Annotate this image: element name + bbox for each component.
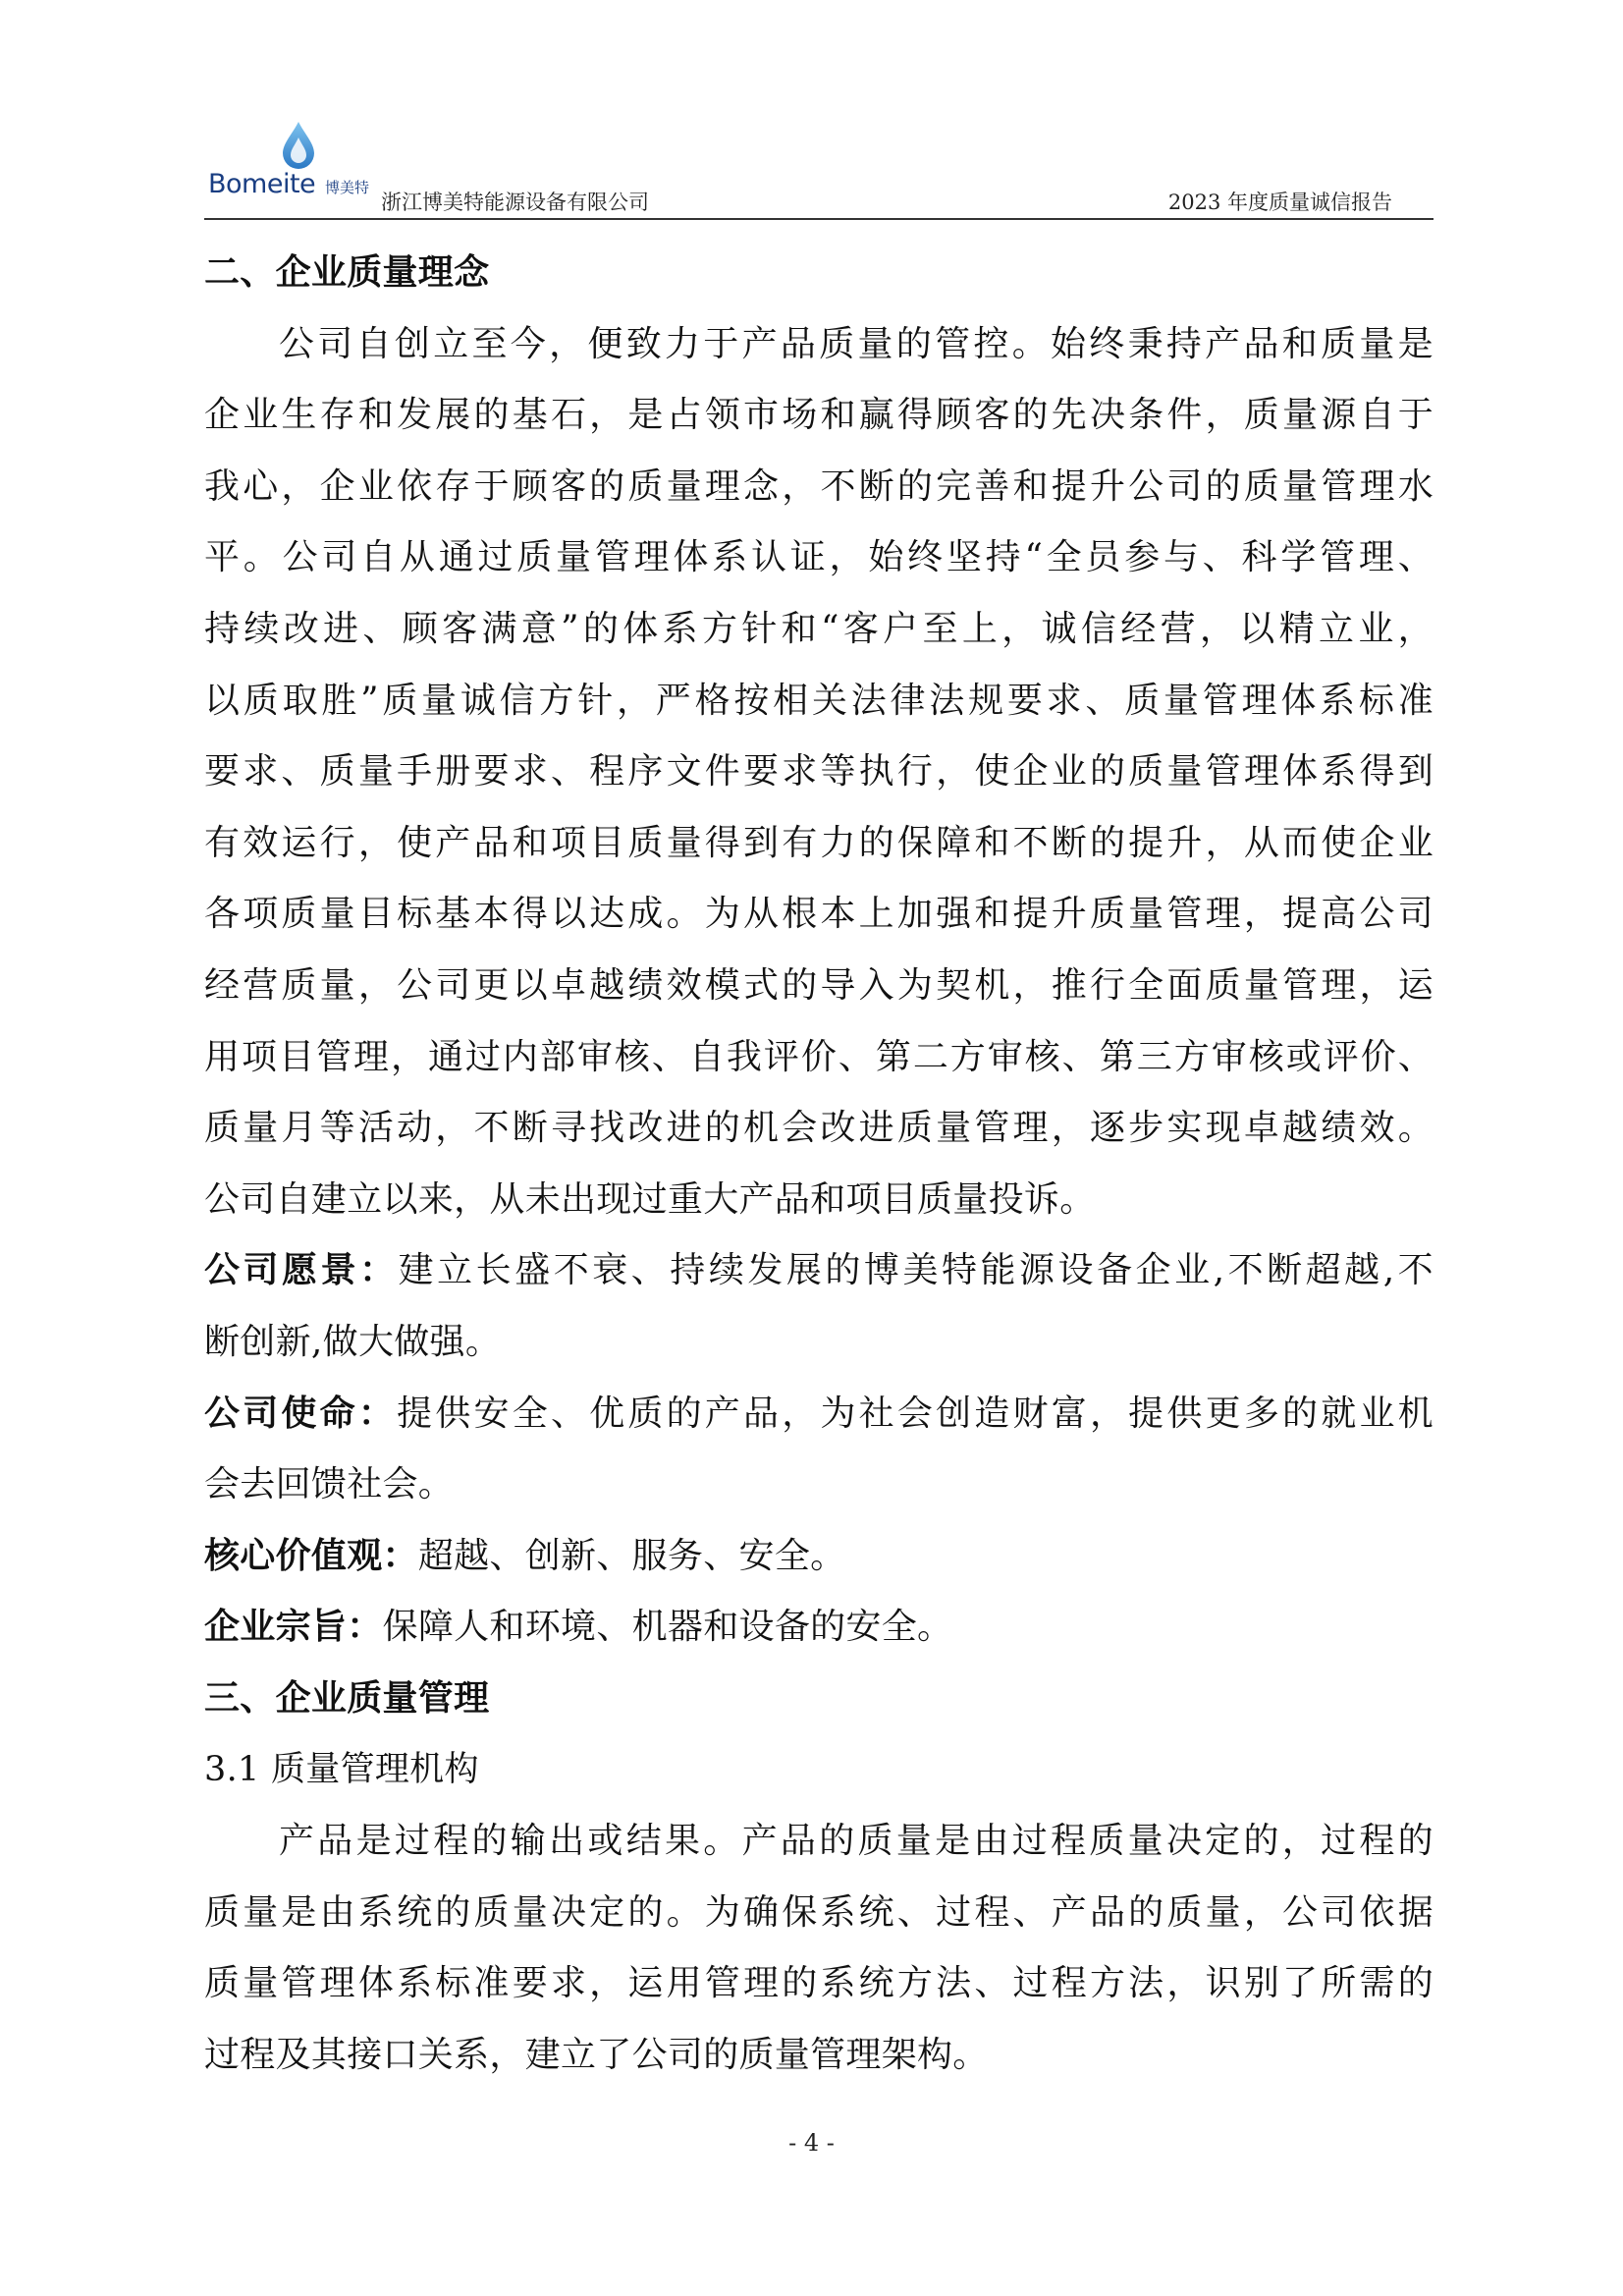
paragraph-line: 要求、质量手册要求、程序文件要求等执行，使企业的质量管理体系得到 [204,751,1434,793]
page-body [204,238,1434,2091]
company-logo [208,120,380,212]
paragraph-line: 质量是由系统的质量决定的。为确保系统、过程、产品的质量，公司依据 [204,1891,1434,1933]
company-mission [204,1379,1434,1450]
paragraph-line: 产品是过程的输出或结果。产品的质量是由过程质量决定的，过程的 [279,1821,1434,1862]
mission-label: 公司使命： [204,1393,398,1434]
page-number: - 4 - [788,2129,835,2157]
logo-chinese-name: 博美特 [325,179,370,196]
core-values-text: 超越、创新、服务、安全。 [417,1535,846,1576]
paragraph-line: 我心，企业依存于顾客的质量理念，不断的完善和提升公司的质量管理水 [204,465,1434,507]
company-vision-continued: 断创新,做大做强。 [204,1321,502,1362]
paragraph-line: 过程及其接口关系，建立了公司的质量管理架构。 [204,2034,989,2075]
company-vision [204,1235,1434,1307]
page-header [204,120,1434,222]
quality-philosophy-paragraph [204,309,1434,1236]
section-heading-quality-philosophy: 二、企业质量理念 [204,252,490,293]
paragraph-line: 质量月等活动，不断寻找改进的机会改进质量管理，逐步实现卓越绩效。 [204,1108,1434,1149]
core-values [204,1521,1434,1593]
paragraph-line: 经营质量，公司更以卓越绩效模式的导入为契机，推行全面质量管理，运 [204,964,1434,1006]
paragraph-line: 持续改进、顾客满意”的体系方针和“客户至上，诚信经营，以精立业， [204,608,1434,649]
paragraph-line: 质量管理体系标准要求，运用管理的系统方法、过程方法，识别了所需的 [204,1963,1434,2004]
paragraph-line: 公司自建立以来，从未出现过重大产品和项目质量投诉。 [204,1178,1096,1220]
vision-label: 公司愿景： [204,1250,399,1291]
paragraph-line: 企业生存和发展的基石，是占领市场和赢得顾客的先决条件，质量源自于 [204,395,1434,436]
enterprise-purpose [204,1592,1434,1664]
logo-wordmark: Bomeite [208,169,316,199]
paragraph-line: 有效运行，使产品和项目质量得到有力的保障和不断的提升，从而使企业 [204,822,1434,863]
company-name: 浙江博美特能源设备有限公司 [381,191,649,214]
paragraph-line: 平。公司自从通过质量管理体系认证，始终坚持“全员参与、科学管理、 [204,537,1434,578]
flame-drop-icon [279,120,318,171]
vision-text: 建立长盛不衰、持续发展的博美特能源设备企业,不断超越,不 [398,1250,1434,1291]
subsection-heading-quality-organization: 3.1 质量管理机构 [204,1750,479,1790]
paragraph-line: 用项目管理，通过内部审核、自我评价、第二方审核、第三方审核或评价、 [204,1036,1434,1077]
paragraph-line: 以质取胜”质量诚信方针，严格按相关法律法规要求、质量管理体系标准 [204,680,1434,721]
company-mission-continued: 会去回馈社会。 [204,1464,455,1505]
core-values-label: 核心价值观： [204,1535,418,1576]
purpose-label: 企业宗旨： [204,1607,383,1648]
paragraph-line: 公司自创立至今，便致力于产品质量的管控。始终秉持产品和质量是 [279,323,1434,364]
header-divider [204,218,1434,220]
paragraph-line: 各项质量目标基本得以达成。为从根本上加强和提升质量管理，提高公司 [204,894,1434,935]
report-title: 2023 年度质量诚信报告 [1167,191,1392,214]
purpose-text: 保障人和环境、机器和设备的安全。 [382,1607,953,1648]
quality-organization-paragraph [204,1806,1434,2091]
mission-text: 提供安全、优质的产品，为社会创造财富，提供更多的就业机 [397,1393,1434,1434]
section-heading-quality-management: 三、企业质量管理 [204,1677,490,1719]
